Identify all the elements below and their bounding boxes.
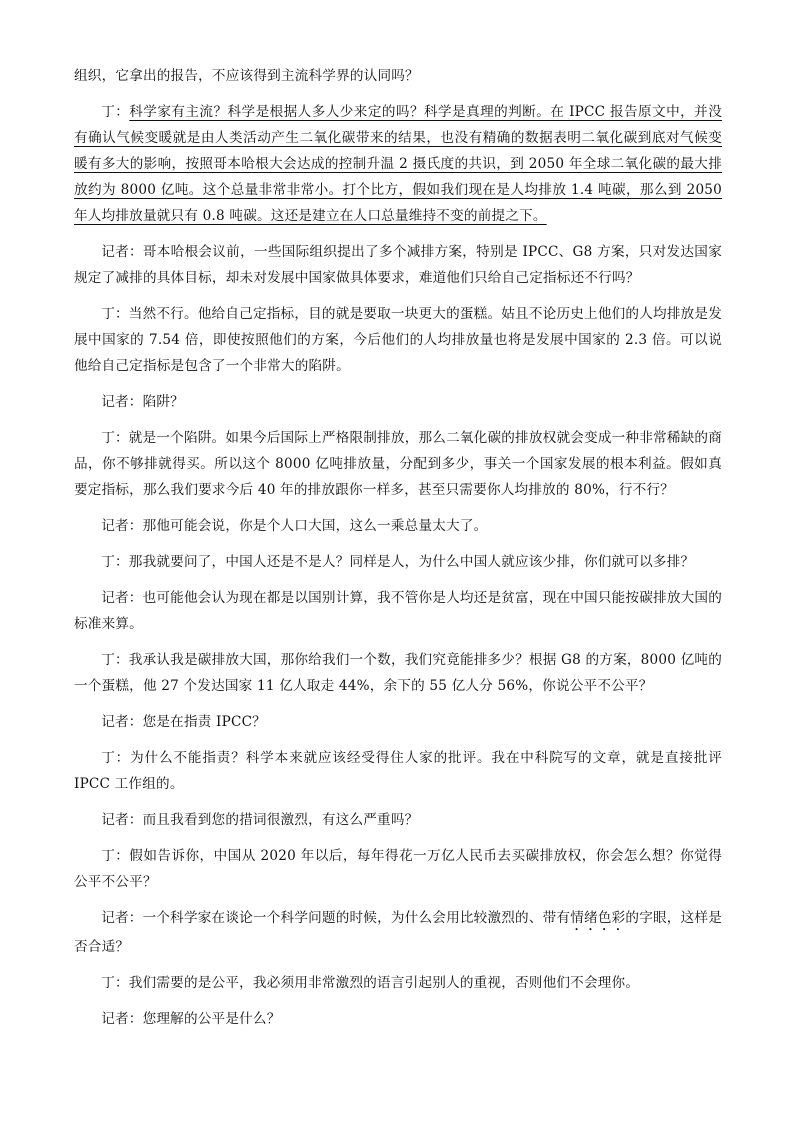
paragraph-question <box>74 905 722 960</box>
paragraph-answer: 丁：当然不行。他给自己定指标，目的就是要取一块更大的蛋糕。姑且不论历史上他们的人均排放是发展中国家的 7.54 倍，即使按照他们的方案，今后他们的人均排放量也将是发展中国家的 2.3 倍。可以说他给自己定指标是包含了一个非常大的陷阱。 <box>74 306 722 374</box>
paragraph-question: 记者：哥本哈根会议前，一些国际组织提出了多个减排方案，特别是 IPCC、G8 方案，只对发达国家规定了减排的具体目标，却未对发展中国家做具体要求，难道他们只给自己定指标还不行吗？ <box>74 244 722 286</box>
underlined-passage: 科学家有主流？科学是根据人多人少来定的吗？科学是真理的判断。在 IPCC 报告原文中，并没有确认气候变暖就是由人类活动产生二氧化碳带来的结果，也没有精确的数据表明二氧化碳到底对气候变暖有多大的影响，按照哥本哈根大会达成的控制升温 2 摄氏度的共识，到 2050 年全球二氧化碳的最大排放约为 8000 亿吨。这个总量非常非常小。打个比方，假如我们现在是人均排放 1.4 吨碳，那么到 2050 年人均排放量就只有 0.8 吨碳。这还是建立在人口总量维持不变的前提之下。 <box>74 104 722 224</box>
paragraph-continuation: 组织，它拿出的报告，不应该得到主流科学界的认同吗？ <box>74 68 419 84</box>
paragraph-answer: 丁：那我就要问了，中国人还是不是人？同样是人，为什么中国人就应该少排，你们就可以多排？ <box>101 554 695 570</box>
text-after-emphasis: 的字眼，这样是否合适？ <box>74 910 722 955</box>
paragraph-question: 记者：陷阱？ <box>101 394 184 410</box>
paragraph-answer: 丁：我们需要的是公平，我必须用非常激烈的语言引起别人的重视，否则他们不会理你。 <box>101 975 640 991</box>
paragraph-answer: 丁：假如告诉你，中国从 2020 年以后，每年得花一万亿人民币去买碳排放权，你会怎么想？你觉得公平不公平？ <box>74 848 722 890</box>
speaker-label: 丁： <box>101 104 130 120</box>
paragraph-question: 记者：而且我看到您的措词很激烈，有这么严重吗？ <box>101 812 419 828</box>
text-before-emphasis: 记者：一个科学家在谈论一个科学问题的时候，为什么会用比较激烈的、带有 <box>101 910 571 926</box>
emphasized-phrase: 情绪色彩 <box>570 910 626 926</box>
paragraph-answer: 丁：我承认我是碳排放大国，那你给我们一个数，我们究竟能排多少？根据 G8 的方案，8000 亿吨的一个蛋糕，他 27 个发达国家 11 亿人取走 44%，余下的 55 亿人分 56%，你说公平不公平？ <box>74 652 722 694</box>
paragraph-answer: 丁：为什么不能指责？科学本来就应该经受得住人家的批评。我在中科院写的文章，就是直接批评 IPCC 工作组的。 <box>74 750 722 792</box>
document-body <box>74 63 722 1042</box>
paragraph-question: 记者：您理解的公平是什么？ <box>101 1011 281 1027</box>
paragraph-question: 记者：您是在指责 IPCC？ <box>101 714 266 730</box>
paragraph-question: 记者：那他可能会说，你是个人口大国，这么一乘总量太大了。 <box>101 518 488 534</box>
paragraph-question: 记者：也可能他会认为现在都是以国别计算，我不管你是人均还是贫富，现在中国只能按碳排放大国的标准来算。 <box>74 590 722 632</box>
paragraph-answer-underlined <box>74 99 722 229</box>
paragraph-answer: 丁：就是一个陷阱。如果今后国际上严格限制排放，那么二氧化碳的排放权就会变成一种非常稀缺的商品，你不够排就得买。所以这个 8000 亿吨排放量，分配到多少，事关一个国家发展的根本利益。假如真要定指标，那么我们要求今后 40 年的排放跟你一样多，甚至只需要你人均排放的 80%，行不行？ <box>74 430 722 498</box>
